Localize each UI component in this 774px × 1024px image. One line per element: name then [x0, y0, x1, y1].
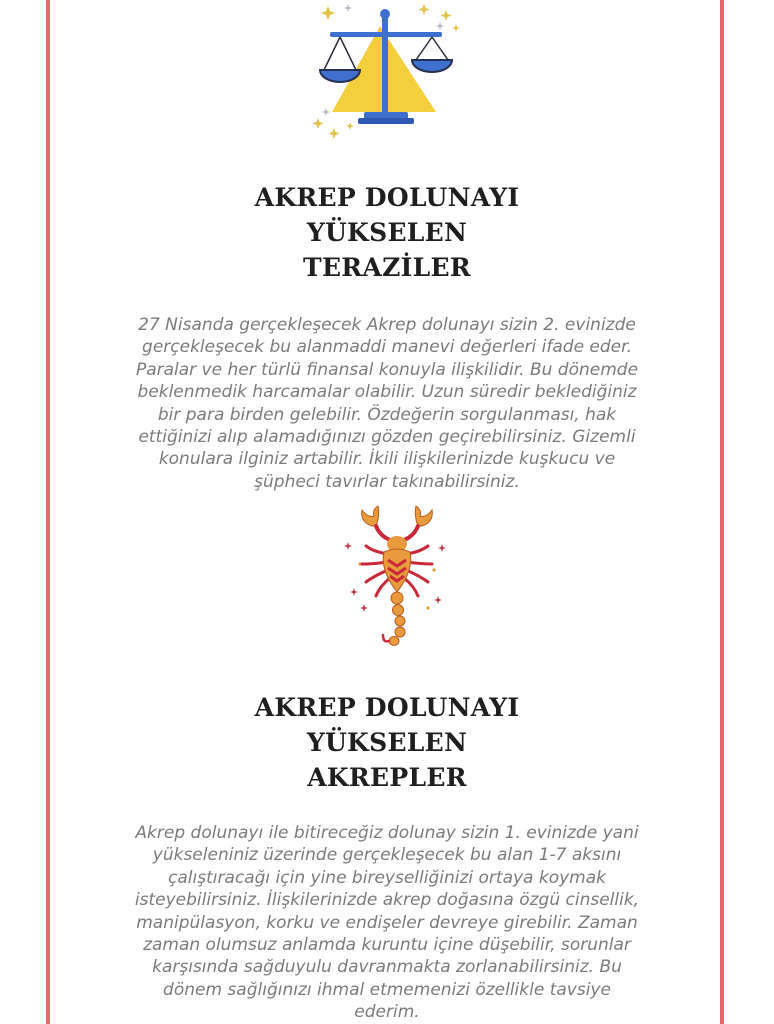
section-2-heading-line: AKREP DOLUNAYI [254, 693, 520, 722]
paragraph-line: Akrep dolunayı ile bitireceğiz dolunay sizin 1. evinizde yani [135, 823, 639, 843]
paragraph-line: gerçekleşecek bu alanmaddi manevi değerleri ifade eder. [142, 337, 632, 358]
paragraph-line: bir para birden gelebilir. Özdeğerin sorgulanması, hak [157, 404, 617, 425]
paragraph-line: konulara ilginiz artabilir. İkili ilişkilerinizde kuşkucu ve [158, 449, 616, 470]
section-2-heading [150, 690, 624, 795]
paragraph-line: çalıştıracağı için yine bireyselliğinizi ortaya koymak [168, 867, 606, 888]
paragraph-line: beklenmedik harcamalar olabilir. Uzun süredir beklediğiniz [137, 382, 637, 403]
paragraph-line: Paralar ve her türlü finansal konuyla ilişkilidir. Bu dönemde [135, 359, 639, 380]
section-1-heading-line: TERAZİLER [303, 253, 471, 282]
section-2-heading-line: AKREPLER [307, 763, 467, 792]
section-1-heading [150, 180, 624, 285]
paragraph-line: dönem sağlığınızı ihmal etmemenizi özellikle tavsiye [163, 979, 611, 1000]
paragraph-line: manipülasyon, korku ve endişeler devreye girebilir. Zaman [136, 912, 638, 933]
section-1-heading-line: YÜKSELEN [306, 218, 468, 247]
left-border-line [46, 0, 50, 1024]
paragraph-line: karşısında sağduyulu davranmakta zorlanabilirsiniz. Bu [152, 957, 622, 978]
paragraph-line: isteyebilirsiniz. İlişkilerinizde akrep doğasına özgü cinsellik, [134, 890, 640, 911]
paragraph-line: ederim. [354, 1002, 420, 1023]
scorpion-icon [342, 504, 452, 652]
section-1-paragraph [92, 314, 682, 493]
paragraph-line: 27 Nisanda gerçekleşecek Akrep dolunayı sizin 2. evinizde [138, 315, 636, 335]
section-2-heading-line: YÜKSELEN [306, 728, 468, 757]
section-2-paragraph [92, 822, 682, 1024]
section-1-heading-line: AKREP DOLUNAYI [254, 183, 520, 212]
paragraph-line: ettiğinizi alıp alamadığınızı gözden geçirebilirsiniz. Gizemli [138, 427, 636, 448]
right-border-line [720, 0, 724, 1024]
paragraph-line: zaman olumsuz anlamda kuruntu içine düşebilir, sorunlar [143, 935, 631, 956]
libra-scales-icon [306, 0, 470, 144]
paragraph-line: şüpheci tavırlar takınabilirsiniz. [254, 471, 520, 492]
paragraph-line: yükseleniniz üzerinde gerçekleşecek bu alan 1-7 aksını [152, 845, 622, 866]
